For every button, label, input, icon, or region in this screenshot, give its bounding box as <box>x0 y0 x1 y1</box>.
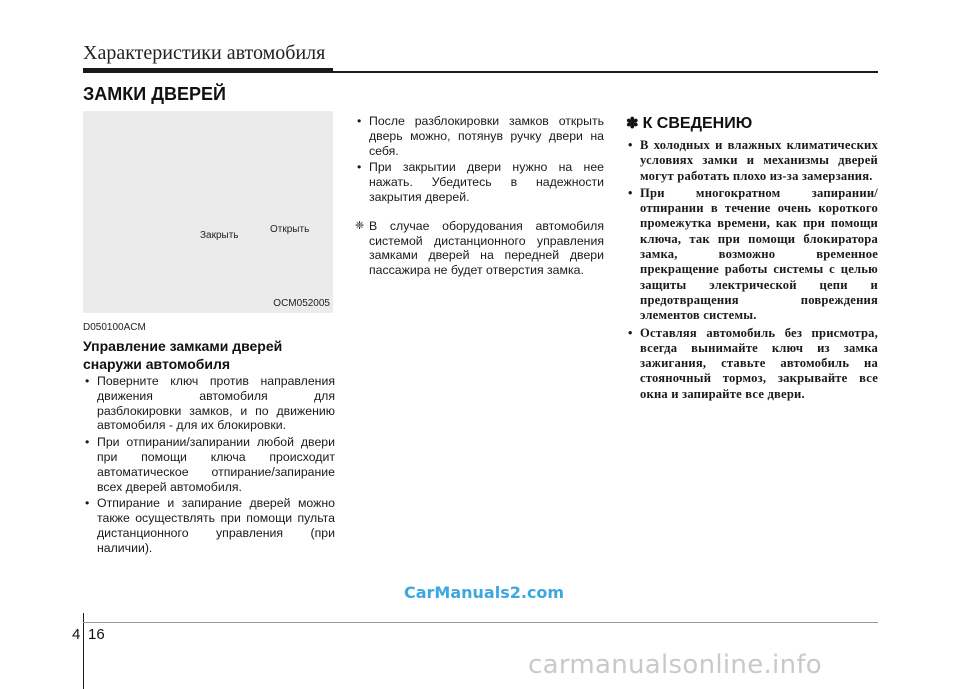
bullet-mark: • <box>357 114 362 128</box>
footer-divider-vertical <box>83 613 84 689</box>
bullet-mark: • <box>85 374 90 388</box>
door-lock-figure <box>83 111 333 313</box>
notice <box>355 219 604 278</box>
header-rule-thick <box>83 68 333 73</box>
bullet-mark: • <box>628 185 633 200</box>
star-icon: ✽ <box>626 115 639 132</box>
list-item <box>83 435 335 494</box>
subheading: Управление замками дверей снаружи автомобиля <box>83 338 283 372</box>
column-1 <box>83 374 335 558</box>
bullet-list-door <box>355 114 604 205</box>
list-item <box>83 374 335 433</box>
list-item-text: При закрытии двери нужно на нее нажать. Убедитесь в надежности закрытия дверей. <box>369 160 604 204</box>
column-2 <box>355 114 604 278</box>
list-item <box>355 114 604 158</box>
list-item <box>626 326 878 402</box>
list-item <box>83 496 335 555</box>
chapter-number: 4 <box>72 626 81 643</box>
page-header-title: Характеристики автомобиля <box>83 42 326 64</box>
watermark-link[interactable]: CarManuals2.com <box>404 583 565 602</box>
footer-divider-horizontal <box>83 622 878 623</box>
list-item <box>626 138 878 184</box>
page-number: 16 <box>88 626 105 643</box>
info-title-text: К СВЕДЕНИЮ <box>642 115 753 132</box>
header-rule-thin <box>333 71 878 73</box>
section-title: ЗАМКИ ДВЕРЕЙ <box>83 84 226 104</box>
bullet-list-exterior <box>83 374 335 556</box>
list-item-text: После разблокировки замков открыть дверь можно, потянув ручку двери на себя. <box>369 114 604 158</box>
bullet-mark: • <box>85 435 90 450</box>
list-item <box>626 186 878 324</box>
list-item-text: Отпирание и запирание дверей можно также осуществлять при помощи пульта дистанционного управления (при наличии). <box>97 496 335 555</box>
notice-mark-icon: ❈ <box>355 219 365 232</box>
list-item-text: В холодных и влажных климатических условиях замки и механизмы дверей могут работать плохо из-за замерзания. <box>640 138 878 183</box>
list-item-text: Поверните ключ против направления движения автомобиля для разблокировки замков, и по движению автомобиля - для их блокировки. <box>97 374 335 433</box>
bullet-mark: • <box>628 138 633 152</box>
figure-label-open: Открыть <box>270 224 310 235</box>
list-item-text: При многократном запирании/отпирании в течение очень короткого промежутка времени, как при помощи ключа, так при помощи блокиратора замка, возможно временное прекращение работы системы с целью защиты электрической цепи и предотвращения повреждения элементов системы. <box>640 185 878 323</box>
doc-code: D050100ACM <box>83 322 146 333</box>
list-item-text: При отпирании/запирании любой двери при помощи ключа происходит автоматическое отпирание/запирание всех дверей автомобиля. <box>97 435 335 494</box>
bullet-mark: • <box>357 160 362 175</box>
info-title <box>626 114 878 134</box>
info-box <box>626 114 878 404</box>
figure-label-close: Закрыть <box>200 230 239 241</box>
info-list <box>626 138 878 402</box>
list-item <box>355 160 604 204</box>
watermark-bottom: carmanualsonline.info <box>528 650 823 680</box>
figure-code: OCM052005 <box>273 298 330 309</box>
notice-text: В случае оборудования автомобиля системой дистанционного управления замками дверей на передней двери пассажира не будет отверстия замка. <box>369 218 604 278</box>
bullet-mark: • <box>85 496 90 511</box>
bullet-mark: • <box>628 325 633 340</box>
list-item-text: Оставляя автомобиль без присмотра, всегда вынимайте ключ из замка зажигания, ставьте автомобиль на стояночный тормоз, закрывайте все окна и запирайте все двери. <box>640 325 878 401</box>
